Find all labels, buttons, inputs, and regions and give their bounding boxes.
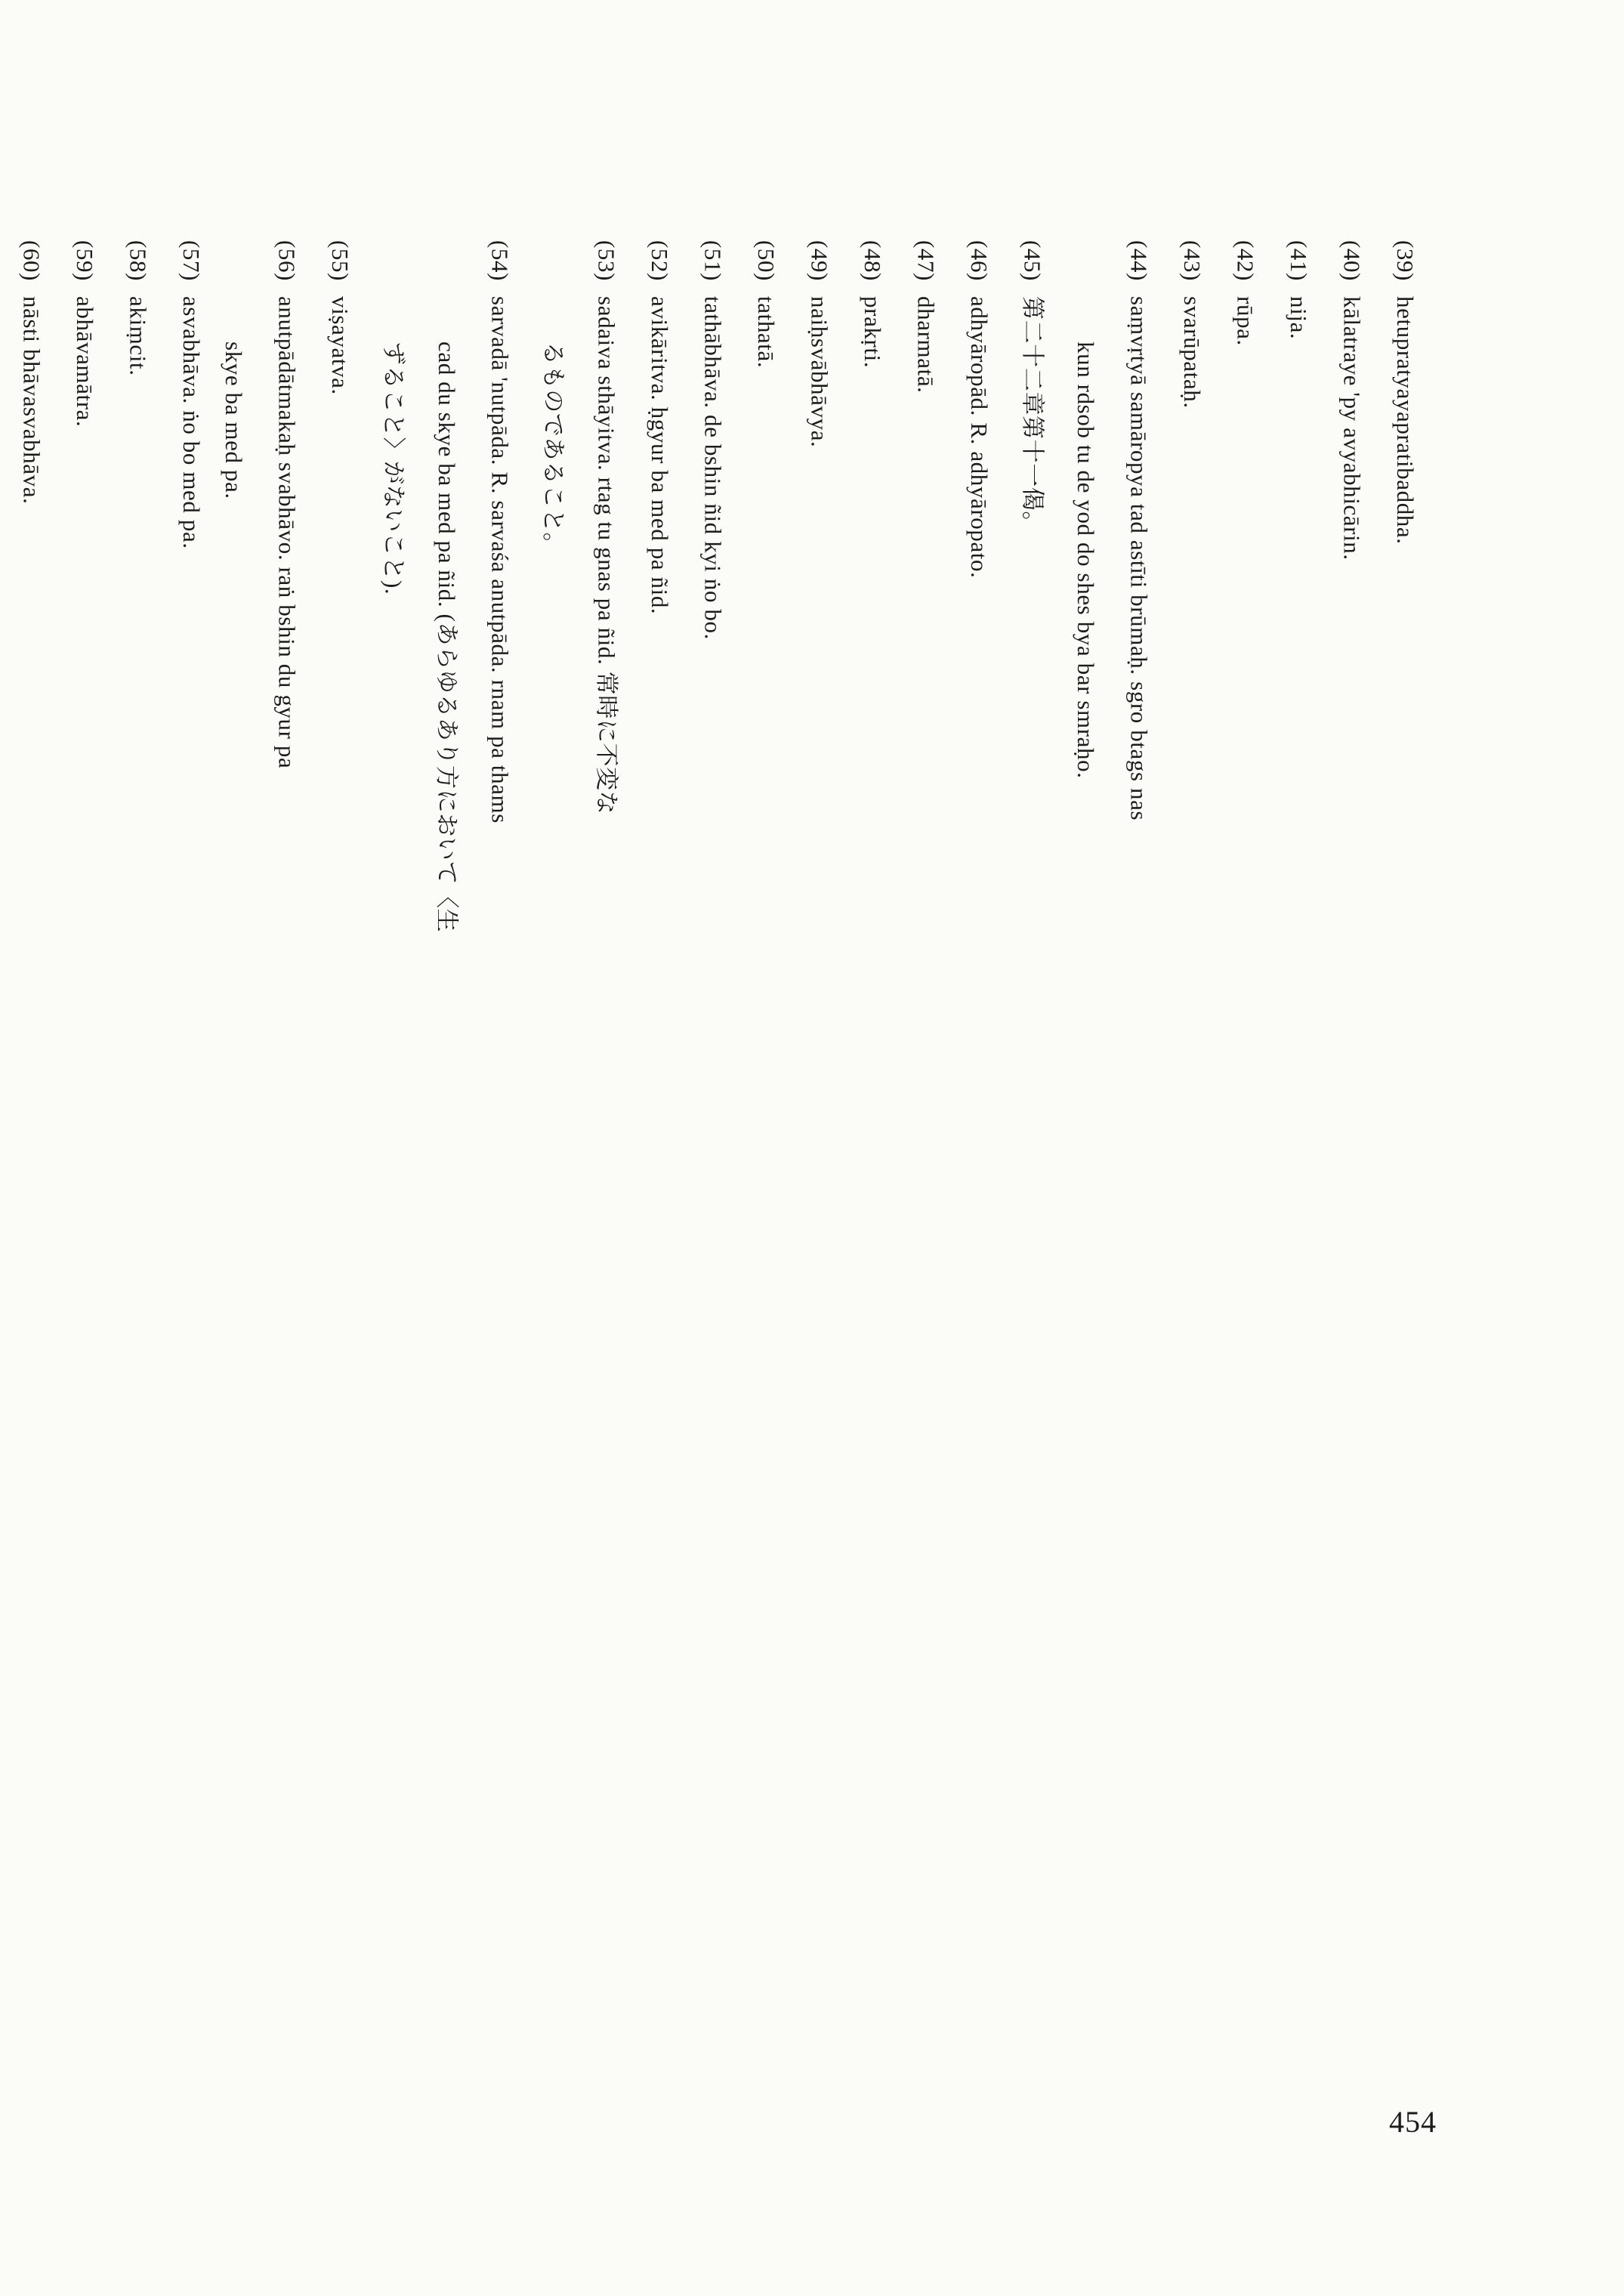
note-number: (54) <box>486 240 514 282</box>
note-line <box>351 341 406 2276</box>
note-text: rūpa. <box>1232 296 1259 346</box>
page-number: 454 <box>1389 2105 1437 2139</box>
note-number: (39) <box>1392 240 1419 282</box>
note-number: (51) <box>699 240 727 282</box>
note-line <box>1256 240 1311 2174</box>
note-line <box>990 240 1045 2174</box>
note-line <box>1043 341 1098 2276</box>
note-line <box>245 240 299 2174</box>
note-text: adhyāropād. R. adhyāropato. <box>966 296 993 579</box>
note-line <box>1150 240 1204 2174</box>
note-number: (44) <box>1125 240 1153 282</box>
note-text: anutpādātmakaḥ svabhāvo. raṅ bshin du gyur pa <box>273 296 301 769</box>
note-number: (58) <box>125 240 152 282</box>
note-number: (56) <box>273 240 301 282</box>
note-text: tathatā. <box>753 296 780 369</box>
note-line <box>1203 240 1258 2174</box>
note-text: avikāritva. ḥgyur ba med pa ñid. <box>647 296 673 615</box>
note-line <box>937 240 991 2174</box>
note-text: kālatraye 'py avyabhicārin. <box>1338 296 1366 561</box>
note-text: abhāvamātra. <box>72 296 98 428</box>
note-number: (48) <box>860 240 886 282</box>
note-text: saṃvṛtyā samāropya tad astīti brūmaḥ. sgro btags nas <box>1125 296 1153 821</box>
note-line <box>96 240 150 2174</box>
note-line <box>724 240 778 2174</box>
note-line <box>0 240 44 2174</box>
note-line <box>830 240 885 2174</box>
note-number: (49) <box>806 240 833 282</box>
note-number: (53) <box>593 240 620 282</box>
note-text: dharmatā. <box>912 296 940 394</box>
note-text: ずること〉がないこと). <box>380 341 407 595</box>
note-line <box>777 240 832 2174</box>
note-number: (41) <box>1286 240 1312 282</box>
note-line <box>149 240 203 2174</box>
note-number: (45) <box>1019 240 1046 282</box>
note-number: (50) <box>753 240 780 282</box>
note-line <box>564 240 619 2174</box>
note-text: akiṃcit. <box>125 296 152 376</box>
note-line <box>458 240 512 2174</box>
note-text: prakṛti. <box>860 296 886 369</box>
note-number: (55) <box>327 240 354 282</box>
note-text: asvabhāva. ṅo bo med pa. <box>178 296 205 549</box>
note-text: cad du skye ba med pa ñid. (あらゆるあり方において〈生 <box>434 341 460 933</box>
note-number: (57) <box>178 240 205 282</box>
note-line <box>671 240 725 2174</box>
note-number: (46) <box>966 240 993 282</box>
note-text: svarūpataḥ. <box>1179 296 1206 409</box>
note-number: (59) <box>72 240 98 282</box>
note-text: tathābhāva. de bshin ñid kyi ṅo bo. <box>699 296 727 640</box>
note-line <box>42 240 97 2174</box>
note-number: (52) <box>647 240 673 282</box>
note-line <box>298 240 352 2174</box>
note-text: 第二十二章第十一偈。 <box>1019 296 1046 536</box>
note-number: (42) <box>1232 240 1259 282</box>
note-text: hetupratyayapratibaddha. <box>1392 296 1419 545</box>
note-text: nija. <box>1286 296 1312 340</box>
note-text: sarvadā 'nutpāda. R. sarvaśa anutpāda. rnam pa thams <box>486 296 514 824</box>
note-line <box>1363 240 1417 2174</box>
note-number: (40) <box>1338 240 1366 282</box>
note-line <box>404 341 458 2276</box>
note-text: kun rdsob tu de yod do shes bya bar smraḥo. <box>1073 341 1099 779</box>
note-line <box>1097 240 1151 2174</box>
note-text: viṣayatva. <box>327 296 354 395</box>
note-line <box>1310 240 1364 2174</box>
note-text: るものであること。 <box>540 341 567 557</box>
note-line <box>617 240 672 2174</box>
note-number: (43) <box>1179 240 1206 282</box>
note-number: (47) <box>912 240 940 282</box>
note-text: naiḥsvābhāvya. <box>806 296 833 448</box>
note-line <box>511 341 565 2276</box>
note-text: sadaiva sthāyitva. rtag tu gnas pa ñid. 常時に不変な <box>593 296 620 815</box>
note-text: nāsti bhāvasvabhāva. <box>18 296 45 505</box>
note-line <box>884 240 938 2174</box>
note-number: (60) <box>18 240 45 282</box>
note-text: skye ba med pa. <box>221 341 247 499</box>
